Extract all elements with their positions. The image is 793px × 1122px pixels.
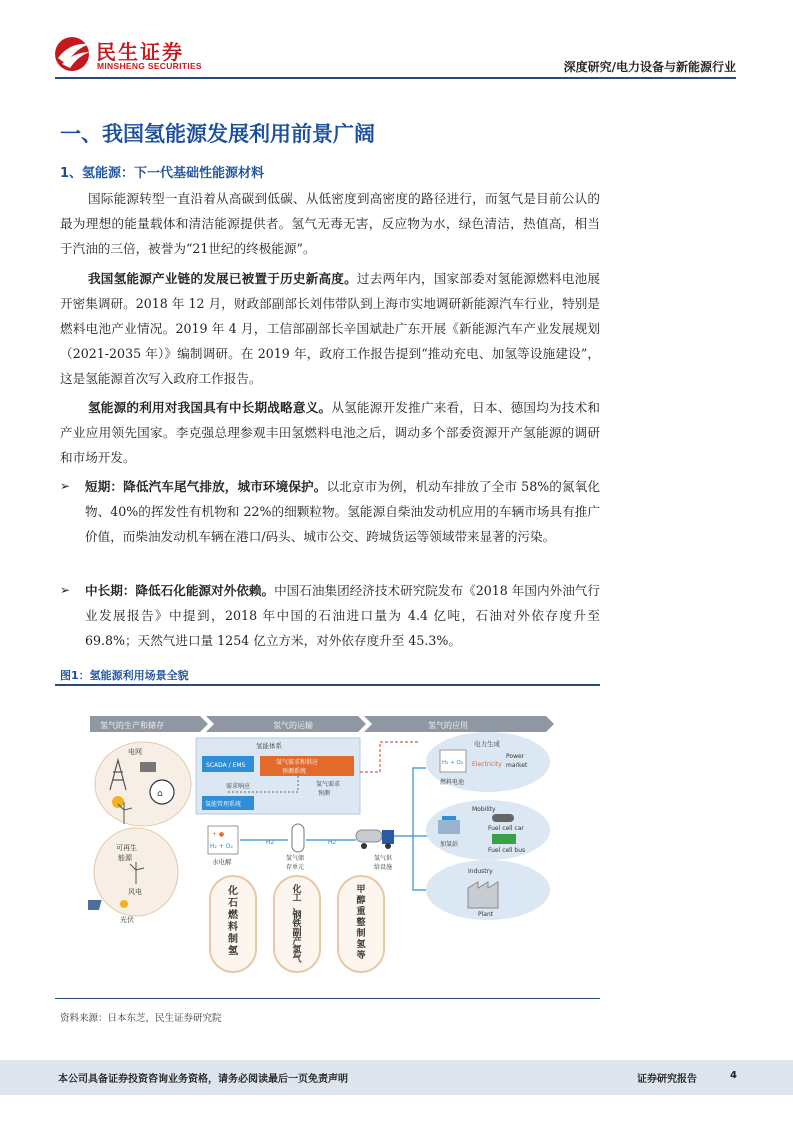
electrolysis-label: 水电解 — [212, 858, 232, 866]
flow-to-power — [394, 768, 426, 836]
industry-label: Industry — [468, 868, 493, 875]
wind-label: 风电 — [128, 888, 142, 896]
bullet-body: 以北京市为例，机动车排放了全市 58%的氮氧化物、40%的挥发性有机物和 22%的细颗粒物。氢能源自柴油发动机应用的车辆市场具有推广价值，而柴油发动机车辆在港口/码头、城市公交、跨城货运等领域带来显著的污染。 — [85, 479, 601, 544]
demand-response-label: 需求响应 — [226, 783, 251, 790]
bullet-item-short-term — [60, 474, 600, 549]
capsule-byproduct — [274, 876, 320, 972]
plant-label: Plant — [478, 911, 494, 918]
storage-label-2: 存单元 — [286, 864, 305, 871]
h2-flow-label-1: H2 — [266, 839, 275, 846]
h2-flow-label-2: H2 — [328, 839, 337, 846]
scada-label: SCADA / EMS — [206, 762, 246, 769]
paragraph-3-body: 从氢能源开发推广来看，日本、德国均为技术和产业应用领先国家。李克强总理参观丰田氢燃料电池之后，调动多个部委资源开产氢能源的调研和市场开发。 — [60, 400, 601, 465]
capsule-methanol — [338, 876, 384, 972]
supply-forecast-label-1: 氢气需求和供应 — [276, 759, 319, 766]
stage-label-application: 氢气的应用 — [428, 721, 468, 730]
capsule-fossil — [210, 876, 256, 972]
supply-facility-label-2: 给设施 — [374, 864, 393, 871]
fuel-cell-bus-icon — [492, 834, 516, 844]
fuel-cell-car-label: Fuel cell car — [488, 825, 524, 832]
figure-title: 图1：氢能源利用场景全貌 — [60, 669, 189, 682]
demand-forecast-label-1: 氢气需求 — [316, 781, 341, 788]
fuel-cell-bus-label: Fuel cell bus — [488, 847, 526, 854]
factory-icon — [468, 882, 498, 908]
paragraph-2 — [60, 266, 600, 391]
solar-label: 光伏 — [120, 916, 134, 924]
storage-label-1: 氢气储 — [286, 855, 305, 862]
bullet-item-long-term — [60, 578, 600, 653]
tanker-truck-icon — [356, 830, 394, 849]
paragraph-2-lead: 我国氢能源产业链的发展已被置于历史新高度。 — [88, 271, 357, 286]
grid-label: 电网 — [128, 748, 142, 756]
section-title: 一、我国氢能源发展利用前景广阔 — [60, 122, 375, 146]
logo-english-text: MINSHENG SECURITIES — [97, 61, 202, 71]
station-label: 加氢站 — [440, 841, 459, 848]
power-gen-label: 电力生成 — [474, 740, 500, 748]
control-link — [360, 742, 418, 772]
stage-label-transport: 氢气的运输 — [273, 721, 313, 730]
solar-panel-icon — [112, 796, 124, 808]
header-divider — [55, 77, 736, 79]
page-footer — [0, 1060, 793, 1095]
electricity-label: Electricity — [472, 761, 502, 768]
arrow-bullet-icon: ➢ — [60, 583, 71, 597]
power-market-label-1: Power — [506, 753, 525, 760]
fuel-cell-h2o2: H₂ + O₂ — [442, 760, 463, 766]
electrolysis-symbol: + ● — [212, 831, 225, 838]
h2-management-label: 氢能管理系统 — [205, 801, 242, 808]
logo-chinese-text: 民生证券 — [96, 40, 184, 64]
footer-disclaimer: 本公司具备证券投资咨询业务资格，请务必阅读最后一页免责声明 — [58, 1074, 348, 1085]
renewable-label-2: 能源 — [118, 854, 132, 862]
paragraph-3-lead: 氢能源的利用对我国具有中长期战略意义。 — [88, 400, 332, 415]
demand-forecast-label-2: 预测 — [318, 790, 331, 797]
electrolysis-h2o2: H₂ + O₂ — [210, 843, 233, 850]
power-market-label-2: market — [506, 762, 528, 769]
stage-label-production: 氢气的生产和储存 — [100, 721, 164, 730]
grid-ellipse — [95, 742, 191, 826]
renewable-label-1: 可再生 — [116, 844, 137, 852]
page-number: 4 — [730, 1070, 737, 1081]
paragraph-1: 国际能源转型一直沿着从高碳到低碳、从低密度到高密度的路径进行，而氢气是目前公认的最为理想的能量载体和清洁能源提供者。氢气无毒无害，反应物为水，绿色清洁，热值高，相当于汽油的三倍，被誉为“21世纪的终极能源”。 — [60, 191, 600, 256]
bullet-lead: 短期：降低汽车尾气排放，城市环境保护。 — [85, 479, 327, 494]
transformer-icon — [140, 762, 156, 772]
paragraph-3 — [60, 395, 600, 470]
bullet-body: 中国石油集团经济技术研究院发布《2018 年国内外油气行业发展报告》中提到，2018 年中国的石油进口量为 4.4 亿吨，石油对外依存度升至 69.8%；天然气进口量 1254 亿立方米，对外依存度升至 45.3%。 — [85, 583, 600, 648]
arrow-bullet-icon: ➢ — [60, 479, 71, 493]
storage-tank-icon — [292, 824, 304, 852]
system-title: 氢能体系 — [256, 742, 282, 750]
minsheng-logo-icon — [52, 34, 94, 74]
figure-source: 资料来源：日本东芝，民生证券研究院 — [60, 1013, 222, 1024]
fuel-cell-label: 燃料电池 — [440, 779, 465, 786]
fuel-cell-car-icon — [492, 814, 514, 822]
supply-facility-label-1: 氢气供 — [374, 855, 393, 862]
figure-bottom-rule — [55, 998, 600, 999]
company-logo — [52, 34, 202, 76]
capsule-text-fossil: 化石燃料制氢 — [228, 886, 238, 957]
footer-report-type: 证券研究报告 — [637, 1074, 697, 1085]
bullet-lead: 中长期：降低石化能源对外依赖。 — [85, 583, 275, 598]
figure-top-rule — [55, 684, 600, 686]
supply-forecast-label-2: 预测系统 — [282, 768, 307, 775]
capsule-text-byproduct: 化工、钢铁副产氢气 — [292, 885, 302, 965]
subsection-title: 1、氢能源：下一代基础性能源材料 — [60, 166, 265, 181]
capsule-text-methanol: 甲醇重整制氢等 — [356, 885, 366, 961]
grid-node-glyph: ⌂ — [157, 789, 163, 799]
paragraph-2-body: 过去两年内，国家部委对氢能源燃料电池展开密集调研。2018 年 12 月，财政部副部长刘伟带队到上海市实地调研新能源汽车行业，特别是燃料电池产业情况。2019 年 4 月，工信部副部长辛国斌赴广东开展《新能源汽车产业发展规划（2021-2035 年）》编制调研。在 2019 年，政府工作报告提到“推动充电、加氢等设施建设”，这是氢能源首次写入政府工作报告。 — [60, 271, 601, 386]
flow-to-industry — [413, 836, 426, 890]
hydrogen-scenario-diagram — [88, 712, 558, 977]
mobility-label: Mobility — [472, 806, 496, 813]
report-category: 深度研究/电力设备与新能源行业 — [563, 60, 736, 74]
